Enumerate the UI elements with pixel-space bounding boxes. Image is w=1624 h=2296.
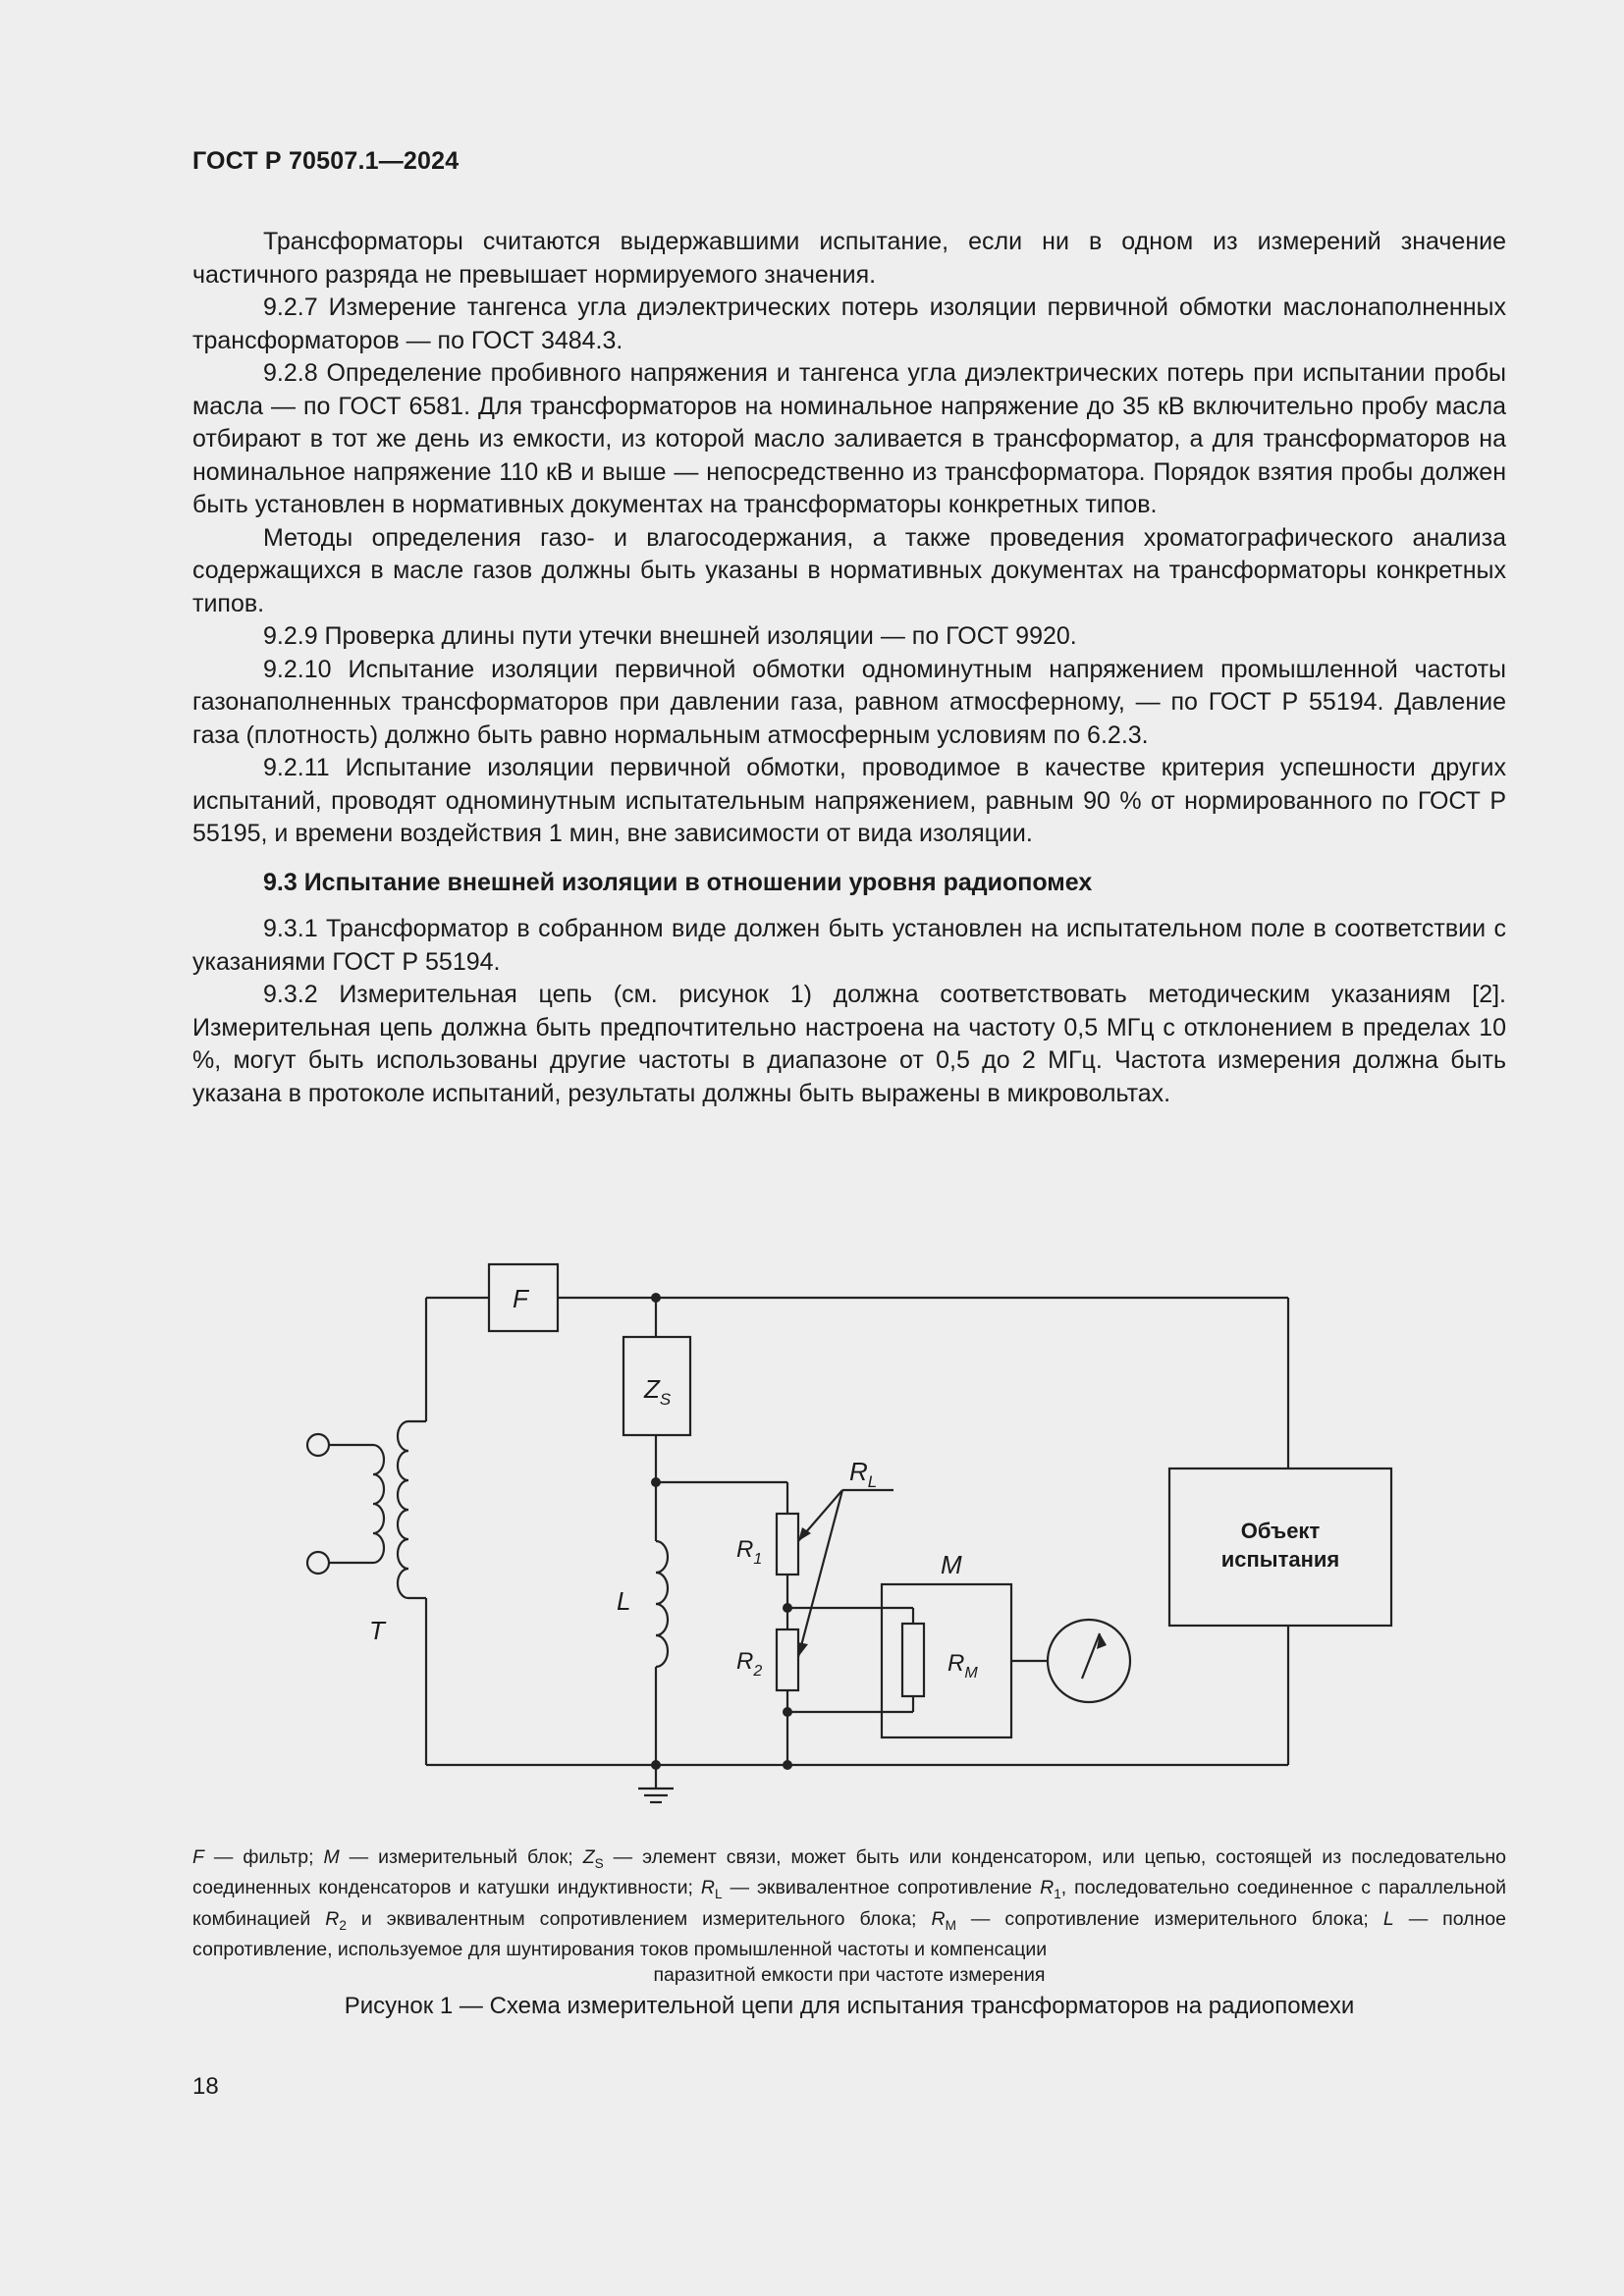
label-t: T xyxy=(369,1616,385,1645)
legend-last-line: паразитной емкости при частоте измерения xyxy=(653,1963,1046,1986)
label-r2: $R_2$ xyxy=(736,1648,763,1680)
page-header: ГОСТ Р 70507.1—2024 xyxy=(192,147,460,175)
label-l: L xyxy=(617,1586,631,1616)
label-zs: $Z_S$ xyxy=(644,1374,672,1409)
inductor-l xyxy=(656,1541,668,1667)
paragraph: 9.3.1 Трансформатор в собранном виде должен быть установлен на испытательном поле в соответствии с указаниями ГОСТ Р 55194. xyxy=(192,915,1506,976)
transformer-secondary xyxy=(398,1421,426,1598)
label-f: F xyxy=(513,1284,528,1313)
junction xyxy=(783,1760,792,1770)
paragraph: 9.2.8 Определение пробивного напряжения и тангенса угла диэлектрических потерь при испытании пробы масла — по ГОСТ 6581. Для трансформаторов на номинальное напряжение до 35 кВ включительно пробу масла отбирают в тот же день из емкости, из которой масло заливается в трансформатор, а для трансформаторов на номинальное напряжение 110 кВ и выше — непосредственно из трансформатора. Порядок взятия пробы должен быть установлен в нормативных документах на трансформаторы конкретных типов. xyxy=(192,359,1506,518)
label-r1: $R_1$ xyxy=(736,1536,763,1568)
paragraph: Трансформаторы считаются выдержавшими испытание, если ни в одном из измерений значение частичного разряда не превышает нормируемого значения. xyxy=(192,228,1506,289)
junction xyxy=(651,1293,661,1303)
object-label-line2: испытания xyxy=(1220,1547,1340,1572)
meter-needle xyxy=(1082,1633,1100,1679)
label-rl: $R_L$ xyxy=(849,1457,878,1491)
paragraph: 9.2.11 Испытание изоляции первичной обмотки, проводимое в качестве критерия успешности других испытаний, проводят одноминутным испытательным напряжением, равным 90 % от нормированного по ГОСТ Р 55195, и времени воздействия 1 мин, вне зависимости от вида изоляции. xyxy=(192,754,1506,847)
resistor-r2 xyxy=(777,1629,798,1690)
junction xyxy=(783,1603,792,1613)
resistor-rm xyxy=(902,1624,924,1696)
section-heading: 9.3 Испытание внешней изоляции в отношении уровня радиопомех xyxy=(263,868,1093,896)
junction xyxy=(651,1760,661,1770)
circuit-diagram xyxy=(275,1247,1404,1821)
circuit-svg xyxy=(275,1247,1404,1816)
paragraph: 9.2.9 Проверка длины пути утечки внешней изоляции — по ГОСТ 9920. xyxy=(263,622,1077,650)
junction xyxy=(783,1707,792,1717)
paragraph: 9.2.7 Измерение тангенса угла диэлектрических потерь изоляции первичной обмотки маслонаполненных трансформаторов — по ГОСТ 3484.3. xyxy=(192,294,1506,354)
object-label-line1: Объект xyxy=(1240,1519,1321,1543)
page-number: 18 xyxy=(192,2073,219,2100)
arrowhead xyxy=(797,1642,808,1657)
paragraph: 9.2.10 Испытание изоляции первичной обмотки одноминутным напряжением промышленной частоты газонаполненных трансформаторов при давлении газа, равном атмосферному, — по ГОСТ Р 55194. Давление газа (плотность) должно быть равно нормальным атмосферным условиям по 6.2.3. xyxy=(192,655,1506,749)
label-rm: $R_M$ xyxy=(947,1650,978,1682)
resistor-r1 xyxy=(777,1514,798,1575)
figure-caption: Рисунок 1 — Схема измерительной цепи для испытания трансформаторов на радиопомехи xyxy=(344,1993,1355,2019)
junction xyxy=(651,1477,661,1487)
body-text xyxy=(192,226,1506,1110)
terminal xyxy=(307,1434,329,1456)
legend-text: F — фильтр; M — измерительный блок; $Z_S$ — элемент связи, может быть или конденсатором, или цепью, состоящей из последовательно соединенных конденсаторов и катушки индуктивности; $R_L$ — эквивалентное сопротивление $R_1$, последовательно соединенное с параллельной комбинацией $R_2$ и эквивалентным сопротивлением измерительного блока; $R_M$ — сопротивление измерительного блока; L — полное сопротивление, используемое для шунтирования токов промышленной частоты и компенсации xyxy=(192,1846,1506,1961)
paragraph: 9.3.2 Измерительная цепь (см. рисунок 1) должна соответствовать методическим указаниям [2]. Измерительная цепь должна быть предпочтительно настроена на частоту 0,5 МГц с отклонением в пределах 10 %, могут быть использованы другие частоты в диапазоне от 0,5 до 2 МГц. Частота измерения должна быть указана в протоколе испытаний, результаты должны быть выражены в микровольтах. xyxy=(192,981,1506,1107)
label-m: M xyxy=(941,1550,962,1579)
paragraph: Методы определения газо- и влагосодержания, а также проведения хроматографического анализа содержащихся в масле газов должны быть указаны в нормативных документах на трансформаторы конкретных типов. xyxy=(192,523,1506,617)
transformer-primary xyxy=(322,1445,384,1563)
terminal xyxy=(307,1552,329,1574)
figure-legend xyxy=(192,1845,1506,1988)
